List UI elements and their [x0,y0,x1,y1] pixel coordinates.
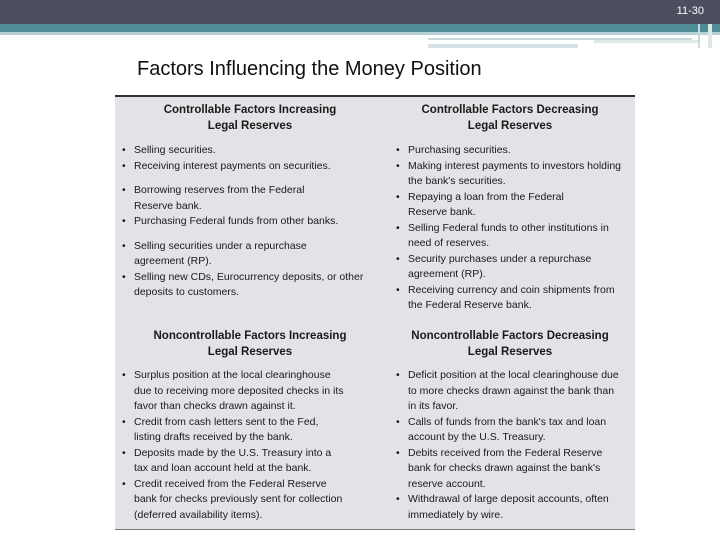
decorative-line [708,24,712,48]
list-noncontrollable-decreasing [394,368,619,523]
header-controllable-increasing [135,102,365,134]
list-item: • Selling new CDs, Eurocurrency deposits, or other deposits to customers. [120,270,370,301]
list-controllable-decreasing [394,143,630,314]
list-item: • Receiving currency and coin shipments from the Federal Reserve bank. [394,283,630,314]
decorative-line [594,40,698,43]
list-item: • Making interest payments to investors holding the bank's securities. [394,159,630,190]
slide-title: Factors Influencing the Money Position [137,58,482,80]
list-item: • Credit from cash letters sent to the Fed, listing drafts received by the bank. [120,415,345,446]
list-item: • Selling Federal funds to other institutions in need of reserves. [394,221,630,252]
header-noncontrollable-increasing [135,328,365,360]
list-item: • Receiving interest payments on securities. [120,159,370,175]
list-item: • Credit received from the Federal Reserve bank for checks previously sent for collection (deferred availability items). [120,477,345,524]
header-line: Legal Reserves [467,120,553,132]
reserve-factors-table [115,95,635,530]
top-bar [0,0,720,24]
list-item: • Security purchases under a repurchase agreement (RP). [394,252,613,283]
header-line: Legal Reserves [207,346,293,358]
list-item: • Surplus position at the local clearinghouse due to receiving more deposited checks in its favor than checks drawn against it. [120,368,345,415]
list-controllable-increasing [120,143,370,301]
list-item: • Borrowing reserves from the Federal Reserve bank. [120,183,324,214]
list-item: • Deficit position at the local clearinghouse due to more checks drawn against the bank than in its favor. [394,368,619,415]
list-item: • Debits received from the Federal Reserve bank for checks drawn against the bank's reserve account. [394,446,619,493]
header-controllable-decreasing [395,102,625,134]
header-line: Controllable Factors Decreasing [421,104,599,116]
accent-band-light [0,32,720,35]
header-noncontrollable-decreasing [395,328,625,360]
decorative-line [698,24,700,48]
header-line: Noncontrollable Factors Decreasing [411,330,609,342]
list-item: • Repaying a loan from the Federal Reserve bank. [394,190,588,221]
header-line: Noncontrollable Factors Increasing [153,330,347,342]
list-item: • Selling securities under a repurchase agreement (RP). [120,239,334,270]
slide-number: 11-30 [676,5,704,17]
list-noncontrollable-increasing [120,368,345,523]
list-item: • Purchasing Federal funds from other banks. [120,214,370,230]
header-line: Legal Reserves [207,120,293,132]
list-item: • Calls of funds from the bank's tax and loan account by the U.S. Treasury. [394,415,619,446]
accent-band [0,24,720,32]
list-item: • Selling securities. [120,143,370,159]
header-line: Controllable Factors Increasing [163,104,337,116]
list-item: • Purchasing securities. [394,143,630,159]
list-item: • Withdrawal of large deposit accounts, often immediately by wire. [394,492,619,523]
decorative-line [428,44,578,48]
list-item: • Deposits made by the U.S. Treasury into a tax and loan account held at the bank. [120,446,345,477]
header-line: Legal Reserves [467,346,553,358]
